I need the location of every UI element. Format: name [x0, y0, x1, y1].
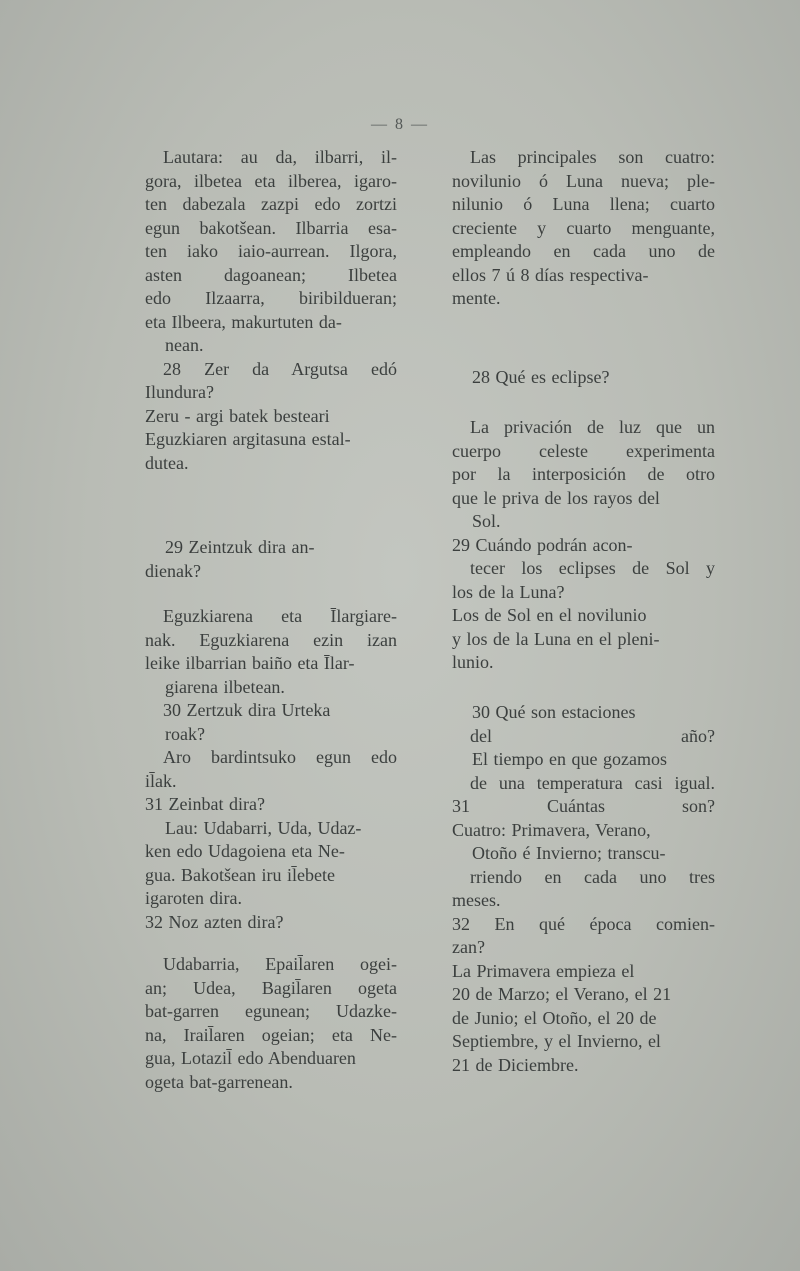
text-line: gua. Bakotšean iru il̄ebete	[145, 864, 335, 885]
text-line: 20 de Marzo; el Verano, el 21	[452, 984, 672, 1004]
text-line: leike ilbarrian baiño eta Īlar-	[145, 653, 355, 673]
text-line: El tiempo en que gozamos	[472, 749, 667, 769]
text-line: Aro bardintsuko egun edo	[163, 747, 397, 767]
text-line: La Primavera empieza el	[452, 960, 635, 981]
text-line: Sol.	[472, 511, 501, 531]
text-line: tecer los eclipses de Sol y	[470, 558, 715, 578]
text-line: de una temperatura casi igual.	[470, 772, 715, 793]
text-line: nilunio ó Luna llena; cuarto	[452, 194, 715, 214]
text-line: 32 Noz azten dira?	[145, 911, 284, 932]
text-line: La privación de luz que un	[470, 417, 715, 437]
text-block	[452, 416, 715, 675]
text-line: Otoño é Invierno; transcu-	[472, 843, 666, 863]
text-line: Eguzkiaren argitasuna estal-	[145, 429, 351, 449]
text-line: an; Udea, Bagil̄aren ogeta	[145, 977, 397, 998]
text-line: na, Irail̄aren ogeian; eta Ne-	[145, 1024, 397, 1045]
text-line: Las principales son cuatro:	[470, 147, 715, 167]
text-block	[452, 701, 715, 1077]
text-line: creciente y cuarto menguante,	[452, 217, 715, 238]
text-line: 29 Cuándo podrán acon-	[452, 534, 633, 555]
text-line: Lau: Udabarri, Uda, Udaz-	[165, 817, 362, 838]
text-line: y los de la Luna en el pleni-	[452, 628, 660, 649]
text-block	[145, 605, 397, 934]
text-line: Zeru - argi batek besteari	[145, 405, 330, 426]
text-line: edo Ilzaarra, biribildueran;	[145, 288, 397, 308]
text-line: gua, Lotazil̄ edo Abenduaren	[145, 1048, 356, 1068]
text-line: asten dagoanean; Ilbetea	[145, 264, 397, 285]
text-line: bat-garren egunean; Udazke-	[145, 1001, 397, 1021]
text-line: zan?	[452, 937, 485, 957]
text-block	[145, 146, 397, 475]
text-line: 28 Zer da Argutsa edó	[163, 358, 397, 379]
text-line: cuerpo celeste experimenta	[452, 440, 715, 461]
text-line: ellos 7 ú 8 días respectiva-	[452, 264, 649, 285]
text-line: roak?	[165, 723, 205, 744]
page-number: — 8 —	[371, 116, 429, 133]
text-line: Udabarria, Epail̄aren ogei-	[163, 954, 397, 974]
text-line: del año?	[470, 725, 715, 746]
text-line: 21 de Diciembre.	[452, 1054, 579, 1075]
text-block	[145, 953, 397, 1094]
text-line: dutea.	[145, 452, 189, 473]
text-line: que le priva de los rayos del	[452, 487, 660, 508]
text-line: ken edo Udagoiena eta Ne-	[145, 841, 345, 861]
text-line: nak. Eguzkiarena ezin izan	[145, 629, 397, 650]
text-line: 31 Cuántas son?	[452, 796, 715, 816]
text-line: Ilundura?	[145, 382, 214, 402]
text-line: Cuatro: Primavera, Verano,	[452, 819, 651, 840]
text-line: 29 Zeintzuk dira an-	[165, 537, 315, 557]
text-block	[452, 366, 715, 390]
text-line: 28 Qué es eclipse?	[472, 367, 610, 387]
text-line: empleando en cada uno de	[452, 241, 715, 261]
text-line: 30 Zertzuk dira Urteka	[163, 700, 331, 720]
text-block	[145, 536, 397, 583]
text-line: lunio.	[452, 652, 494, 672]
text-block	[452, 146, 715, 311]
text-line: ten dabezala zazpi edo zortzi	[145, 194, 397, 214]
text-line: il̄ak.	[145, 770, 177, 791]
text-line: rriendo en cada uno tres	[470, 866, 715, 887]
text-line: Lautara: au da, ilbarri, il-	[163, 147, 397, 167]
text-line: nean.	[165, 335, 204, 355]
text-line: de Junio; el Otoño, el 20 de	[452, 1007, 657, 1028]
text-line: Septiembre, y el Invierno, el	[452, 1031, 661, 1051]
text-line: egun bakotšean. Ilbarria esa-	[145, 217, 397, 238]
text-line: Eguzkiarena eta Īlargiare-	[163, 606, 397, 626]
text-line: 32 En qué época comien-	[452, 913, 715, 934]
text-line: 31 Zeinbat dira?	[145, 794, 265, 814]
text-line: meses.	[452, 890, 501, 910]
text-line: dienak?	[145, 560, 201, 581]
text-line: ten iako iaio-aurrean. Ilgora,	[145, 241, 397, 261]
text-line: los de la Luna?	[452, 581, 565, 602]
text-line: Los de Sol en el novilunio	[452, 605, 647, 625]
text-line: novilunio ó Luna nueva; ple-	[452, 170, 715, 191]
text-line: gora, ilbetea eta ilberea, igaro-	[145, 170, 397, 191]
text-line: ogeta bat-garrenean.	[145, 1071, 293, 1092]
text-line: eta Ilbeera, makurtuten da-	[145, 311, 342, 332]
text-line: por la interposición de otro	[452, 464, 715, 484]
text-line: igaroten dira.	[145, 888, 242, 908]
text-line: mente.	[452, 288, 501, 308]
text-line: giarena ilbetean.	[165, 676, 285, 697]
text-line: 30 Qué son estaciones	[472, 702, 636, 722]
